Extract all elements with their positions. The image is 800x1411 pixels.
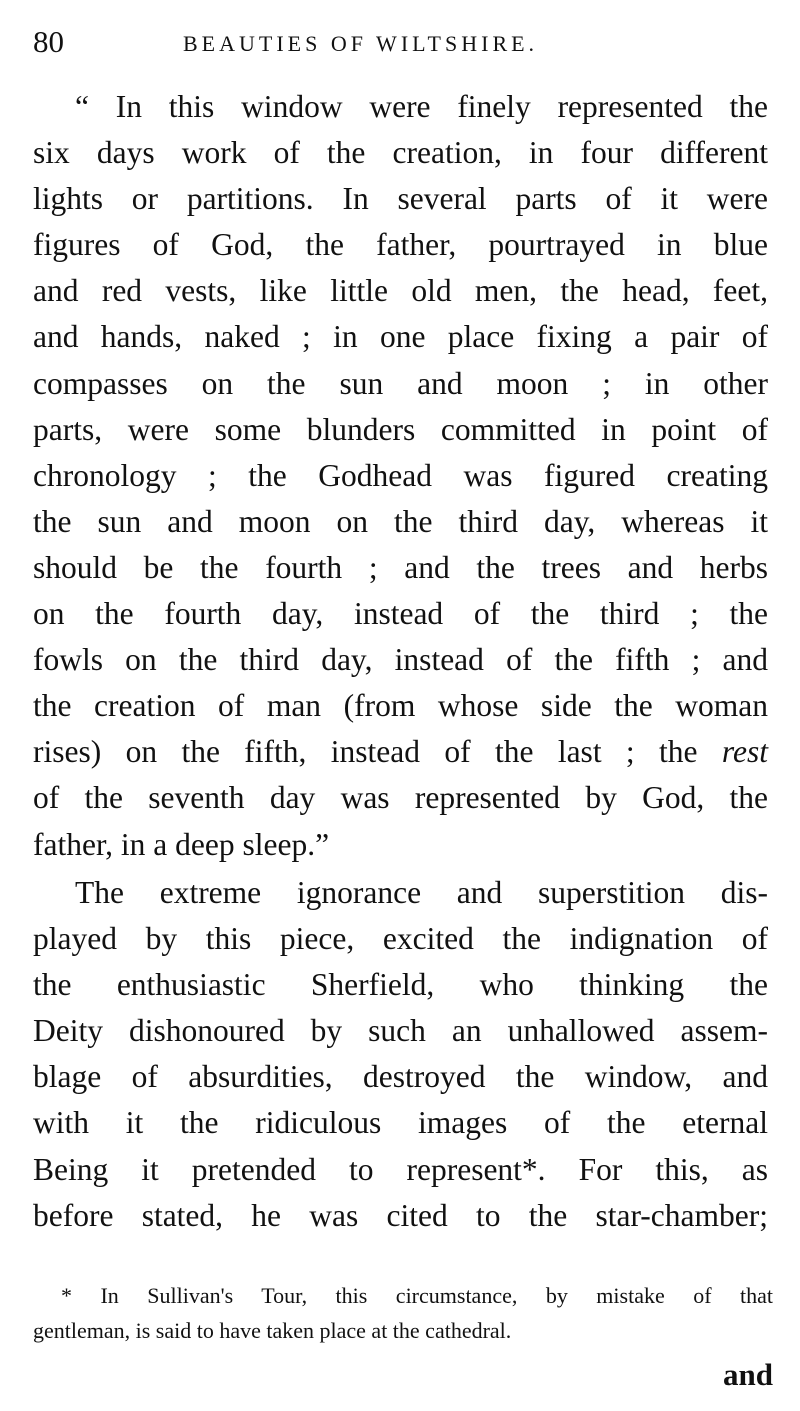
- running-head: BEAUTIES OF WILTSHIRE.: [183, 31, 539, 56]
- text-line: of the seventh day was represented by God, the: [33, 780, 768, 816]
- text-line: Deity dishonoured by such an unhallowed assem-: [33, 1013, 768, 1049]
- text-line: with it the ridiculous images of the eternal: [33, 1105, 768, 1141]
- footnote: [33, 1278, 773, 1348]
- text-line: should be the fourth ; and the trees and herbs: [33, 549, 768, 585]
- text-segment: rises) on the fifth, instead of the last ; the: [33, 734, 722, 770]
- text-line: The extreme ignorance and superstition dis-: [75, 875, 768, 910]
- text-line: “ In this window were finely represented the: [75, 89, 768, 124]
- text-line: the creation of man (from whose side the woman: [33, 688, 768, 724]
- text-line: parts, were some blunders committed in point of: [33, 411, 768, 447]
- text-line: fowls on the third day, instead of the fifth ; and: [33, 642, 768, 678]
- text-line: chronology ; the Godhead was figured creating: [33, 457, 768, 493]
- catchword: and: [723, 1357, 773, 1392]
- text-line: blage of absurdities, destroyed the window, and: [33, 1059, 768, 1095]
- text-line: six days work of the creation, in four different: [33, 135, 768, 171]
- text-line: and hands, naked ; in one place fixing a pair of: [33, 319, 768, 355]
- text-line: on the fourth day, instead of the third ; the: [33, 596, 768, 632]
- italic-word: rest: [721, 734, 768, 770]
- footnote-line: * In Sullivan's Tour, this circumstance, by mistake of that: [61, 1283, 773, 1308]
- text-line-with-italic: [33, 729, 768, 775]
- text-line: the enthusiastic Sherfield, who thinking the: [33, 967, 768, 1003]
- footnote-line: gentleman, is said to have taken place at the cathedral.: [33, 1318, 512, 1343]
- page-header: [33, 22, 767, 62]
- text-line: compasses on the sun and moon ; in other: [33, 365, 768, 401]
- text-line: and red vests, like little old men, the head, feet,: [33, 273, 768, 309]
- text-line: Being it pretended to represent*. For this, as: [33, 1151, 768, 1187]
- text-line: lights or partitions. In several parts of it were: [33, 181, 768, 217]
- text-line: the sun and moon on the third day, whereas it: [33, 503, 768, 539]
- page-number: 80: [33, 24, 64, 59]
- body-paragraph: [33, 870, 768, 1239]
- text-line: played by this piece, excited the indignation of: [33, 921, 768, 957]
- text-line: father, in a deep sleep.”: [33, 826, 330, 862]
- quote-paragraph: [33, 84, 768, 868]
- text-line: figures of God, the father, pourtrayed in blue: [33, 227, 768, 263]
- text-line: before stated, he was cited to the star-chamber;: [33, 1197, 768, 1233]
